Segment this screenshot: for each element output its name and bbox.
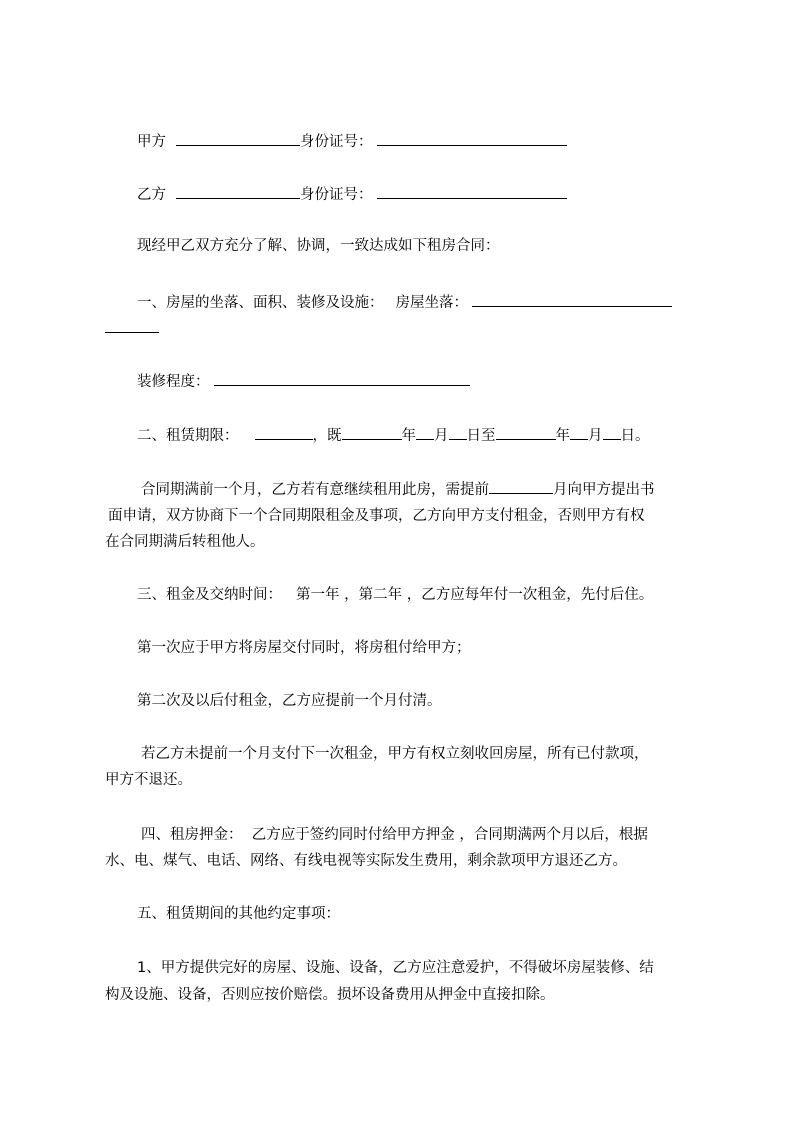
decoration-blank xyxy=(214,371,470,386)
start-year-blank xyxy=(342,425,402,440)
location-blank xyxy=(472,292,672,307)
party-b-name-blank xyxy=(176,184,300,199)
end-year-label: 年 xyxy=(555,428,570,444)
start-day-label: 日至 xyxy=(466,428,496,444)
end-day-blank xyxy=(603,425,621,440)
term-blank xyxy=(255,425,313,440)
location-blank-continuation xyxy=(105,318,159,339)
start-year-label: 年 xyxy=(401,428,416,444)
start-month-blank xyxy=(416,425,434,440)
section3-text: 第一年 ，第二年 ，乙方应每年付一次租金，先付后住。 xyxy=(296,587,654,603)
item1-line-1: 1、甲方提供完好的房屋、设施、设备，乙方应注意爱护，不得破坏房屋装修、结 xyxy=(137,960,654,976)
decoration-label: 装修程度： xyxy=(137,374,210,390)
intro-text: 现经甲乙双方充分了解、协调，一致达成如下租房合同： xyxy=(137,238,500,254)
section5-heading: 五、租赁期间的其他约定事项： xyxy=(137,906,340,922)
party-a-name-blank xyxy=(176,131,300,146)
end-day-label: 日。 xyxy=(620,428,650,444)
renewal-months-blank xyxy=(489,479,553,494)
start-month-label: 月 xyxy=(434,428,449,444)
section3-heading: 三、租金及交纳时间： xyxy=(137,587,282,603)
renewal-text-2: 月向甲方提出书 xyxy=(553,482,655,498)
location-label: 房屋坐落： xyxy=(395,295,468,311)
start-day-blank xyxy=(449,425,467,440)
party-a-line xyxy=(137,131,567,152)
party-a-id-label: 身份证号： xyxy=(300,134,373,150)
party-b-id-blank xyxy=(377,184,567,199)
rent-payment-line xyxy=(137,585,653,605)
first-payment-text: 第一次应于甲方将房屋交付同时，将房租付给甲方； xyxy=(137,640,471,656)
lease-term-line xyxy=(137,425,650,446)
renewal-line-3: 在合同期满后转租他人。 xyxy=(105,534,265,550)
decoration-line xyxy=(137,371,470,392)
term-comma: ，既 xyxy=(312,428,342,444)
section1-heading: 一、房屋的坐落、面积、装修及设施： xyxy=(137,295,384,311)
party-b-label: 乙方 xyxy=(137,187,166,203)
end-year-blank xyxy=(496,425,556,440)
party-a-label: 甲方 xyxy=(137,134,166,150)
late-payment-line-2: 甲方不退还。 xyxy=(105,772,192,788)
late-payment-line-1: 若乙方未提前一个月支付下一次租金，甲方有权立刻收回房屋，所有已付款项， xyxy=(141,746,649,762)
end-month-label: 月 xyxy=(588,428,603,444)
item1-line-2: 构及设施、设备，否则应按价赔偿。损坏设备费用从押金中直接扣除。 xyxy=(105,987,555,1003)
renewal-line-1 xyxy=(141,479,655,500)
deposit-line-2: 水、电、煤气、电话、网络、有线电视等实际发生费用，剩余款项甲方退还乙方。 xyxy=(105,853,627,869)
deposit-line-1: 四、租房押金： 乙方应于签约同时付给甲方押金 ，合同期满两个月以后，根据 xyxy=(141,827,648,843)
renewal-line-2: 面申请，双方协商下一个合同期限租金及事项，乙方向甲方支付租金，否则甲方有权 xyxy=(108,508,645,524)
party-b-id-label: 身份证号： xyxy=(300,187,373,203)
party-b-line xyxy=(137,184,567,205)
later-payment-text: 第二次及以后付租金，乙方应提前一个月付清。 xyxy=(137,693,442,709)
party-a-id-blank xyxy=(377,131,567,146)
section2-heading: 二、租赁期限： xyxy=(137,428,239,444)
renewal-text-1: 合同期满前一个月，乙方若有意继续租用此房，需提前 xyxy=(141,482,489,498)
end-month-blank xyxy=(570,425,588,440)
location-blank-2 xyxy=(105,318,159,333)
section1-heading-line xyxy=(137,292,672,313)
